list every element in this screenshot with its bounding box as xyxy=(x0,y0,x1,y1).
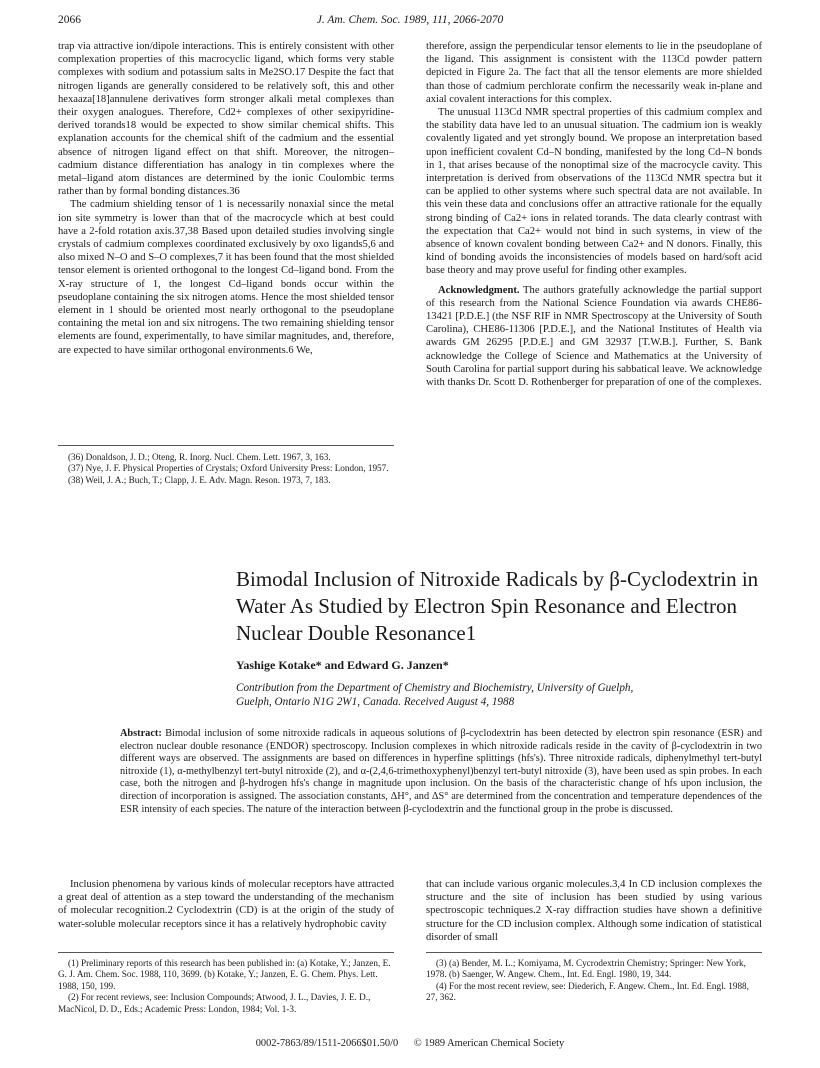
journal-citation: J. Am. Chem. Soc. 1989, 111, 2066-2070 xyxy=(316,14,504,26)
bottom-right-column xyxy=(426,878,762,944)
footnote-list xyxy=(58,958,394,1015)
affiliation xyxy=(236,681,776,709)
abstract-text: Bimodal inclusion of some nitroxide radicals in aqueous solutions of β-cyclodextrin has been detected by electron spin resonance (ESR) and electron nuclear double resonance (ENDOR) spectroscopy. Inclusion complexes in which nitroxide radicals reside in the cavity of β-cyclodextrin in two different ways are observed. The assignments are based on differences in hyperfine splittings (hfs's). Three nitroxide radicals, diphenylmethyl tert-butyl nitroxide (1), α-methylbenzyl tert-butyl nitroxide (2), and α-(2,4,6-trimethoxyphenyl)benzyl tert-butyl nitroxide (3), have been used as spin probes. In each case, both the nitrogen and β-hydrogen hfs's change in magnitude upon inclusion. On the basis of the characteristic change of hfs upon inclusion, the direction of incorporation is assigned. The association constants, ΔH°, and ΔS° are determined from the concentration and temperature dependences of the ESR intensity of each species. The nature of the interaction between β-cyclodextrin and the functional group in the probe is discussed. xyxy=(120,728,762,815)
footnote-divider xyxy=(58,952,394,953)
body-paragraph: therefore, assign the perpendicular tensor elements to lie in the pseudoplane of the ligand. This assignment is consistent with the 113Cd powder pattern depicted in Figure 2a. The fact that all the tensor elements are more shielded than those of cadmium perchlorate confirm the necessarily weak in-plane and axial covalent interactions for this complex. xyxy=(426,41,762,105)
top-left-column xyxy=(58,40,394,357)
body-paragraph: The unusual 113Cd NMR spectral properties of this cadmium complex and the stability data have led to an unusual situation. The cadmium ion is weakly covalently ligated and yet strongly bound. We propose an interpretation based upon inefficient covalent Cd–N bonding, manifested by the long Cd–N bonds in 1, that arises because of the nonoptimal size of the macrocycle cavity. This interpretation is derived from observations of the 113Cd NMR spectra but it can be applied to other systems where such spectral data are not available. In this vein these data and conclusions offer an attractive rationale for the equally strong binding of Ca2+ ions in related torands. The data clearly contrast with the expectation that Ca2+ would not bind in such systems, in view of the absence of known covalent bonding between Ca2+ and N donors. Finally, this kind of bonding avoids the inconsistencies of models based on hard/soft acid base theory and may prove useful for finding other examples. xyxy=(426,107,762,277)
affiliation-line: Guelph, Ontario N1G 2W1, Canada. Received August 4, 1988 xyxy=(236,696,515,708)
acknowledgment-label: Acknowledgment. xyxy=(438,284,520,296)
title-line: Water As Studied by Electron Spin Resonance and Electron xyxy=(236,594,738,618)
copyright-notice: © 1989 American Chemical Society xyxy=(413,1038,565,1049)
title-line: Bimodal Inclusion of Nitroxide Radicals by β-Cyclodextrin in xyxy=(236,567,759,591)
body-paragraph: trap via attractive ion/dipole interactions. This is entirely consistent with other complexation properties of this macrocyclic ligand, which forms very stable complexes with sodium and potassium salts in Me2SO.17 Despite the fact that nitrogen ligands are generally considered to be relatively soft, this and other hexaaza[18]annulene derivatives form stronger alkali metal complexes than their oxygen analogues. Therefore, Cd2+ complexes of other sexipyridine-derived torands18 would be expected to show similar chemical shifts. This explanation accounts for the chemical shift of the cadmium and the essential absence of nitrogen ligand effect on that shift. Moreover, the nitrogen–cadmium distance differentiation has analogy in tin complexes where the metal–ligand atom distances are determined by the ionic Coulombic terms rather than by formal bonding distances.36 xyxy=(58,41,394,198)
footnote-divider xyxy=(58,445,394,446)
running-header xyxy=(58,14,762,30)
title-line: Nuclear Double Resonance1 xyxy=(236,621,477,645)
top-right-column xyxy=(426,40,762,389)
page-number: 2066 xyxy=(58,14,81,26)
page-footer xyxy=(58,1038,762,1049)
footnote-item: (3) (a) Bender, M. L.; Komiyama, M. Cycrodextrin Chemistry; Springer: New York, 1978. (b) Saenger, W. Angew. Chem., Int. Ed. Engl. 1980, 19, 344. xyxy=(426,958,746,980)
footer-spacer xyxy=(401,1038,411,1049)
issn-code: 0002-7863/89/1511-2066$01.50/0 xyxy=(255,1038,399,1049)
reference-item: (38) Weil, J. A.; Buch, T.; Clapp, J. E. Adv. Magn. Reson. 1973, 7, 183. xyxy=(68,474,331,485)
footnote-item: (1) Preliminary reports of this research has been published in: (a) Kotake, Y.; Janzen, E. G. J. Am. Chem. Soc. 1988, 110, 3699. (b) Kotake, Y.; Janzen, E. G. Chem. Phys. Lett. 1988, 150, 199. xyxy=(58,958,391,991)
body-paragraph: Inclusion phenomena by various kinds of molecular receptors have attracted a great deal of attention as a step toward the understanding of the mechanism of molecular recognition.2 Cyclodextrin (CD) is at the origin of the study of water-soluble molecular receptors since it has a relatively hydrophobic cavity xyxy=(58,879,394,930)
reference-list xyxy=(58,452,394,486)
acknowledgment-paragraph xyxy=(426,284,762,390)
footnote-item: (2) For recent reviews, see: Inclusion Compounds; Atwood, J. L., Davies, J. E. D., MacNicol, D. D., Eds.; Academic Press: London, 1984; Vol. 1-3. xyxy=(58,992,371,1014)
footnote-divider xyxy=(426,952,762,953)
footnote-item: (4) For the most recent review, see: Diederich, F. Angew. Chem., Int. Ed. Engl. 1988, 27, 362. xyxy=(426,980,749,1003)
body-paragraph: that can include various organic molecules.3,4 In CD inclusion complexes the structure and the site of inclusion has been studied by using various spectroscopic techniques.2 X-ray diffraction studies have shown a definitive structure for the CD inclusion complex. Although some indication of statistical disorder of small xyxy=(426,879,762,943)
reference-item: (37) Nye, J. F. Physical Properties of Crystals; Oxford University Press: London, 1957. xyxy=(68,463,389,474)
article-title xyxy=(236,566,776,647)
authors: Yashige Kotake* and Edward G. Janzen* xyxy=(236,658,449,672)
bottom-left-column xyxy=(58,878,394,931)
abstract xyxy=(120,728,762,816)
affiliation-line: Contribution from the Department of Chemistry and Biochemistry, University of Guelph, xyxy=(236,682,634,694)
footnote-list xyxy=(426,958,762,1004)
acknowledgment-text: The authors gratefully acknowledge the partial support of this research from the National Science Foundation via awards CHE86-13421 [P.D.E.] (the NSF RIF in NMR Spectroscopy at the University of South Carolina), CHE86-11306 [P.D.E.], and the National Institutes of Health via awards GM 26295 [P.D.E.] and GM 32937 [T.W.B.]. Further, S. Bank acknowledge the College of Science and Mathematics at the University of South Carolina for partial support during his sabbatical leave. We acknowledge with thanks Dr. Scott D. Rothenberger for preparation of one of the complexes. xyxy=(426,284,762,389)
reference-item: (36) Donaldson, J. D.; Oteng, R. Inorg. Nucl. Chem. Lett. 1967, 3, 163. xyxy=(68,452,331,462)
body-paragraph: The cadmium shielding tensor of 1 is necessarily nonaxial since the metal ion site symmetry is lower than that of the macrocycle which at best could have a 2-fold rotation axis.37,38 Based upon detailed studies involving single crystals of cadmium complexes coordinated exclusively by oxo ligands5,6 and also mixed N–O and S–O complexes,7 it has been found that the most shielded tensor element is oriented orthogonal to the longest Cd–ligand bond. From the X-ray structure of 1, the longest Cd–ligand bonds occur within the pseudoplane containing the six nitrogen atoms. Hence the most shielded tensor element in 1 should be oriented most nearly orthogonal to the pseudoplane containing the metal ion and six nitrogens. The two remaining shielding tensor elements are found, experimentally, to have similar magnitudes, and, therefore, are expected to have similar orthogonal environments.6 We, xyxy=(58,199,394,356)
abstract-label: Abstract: xyxy=(120,728,162,739)
